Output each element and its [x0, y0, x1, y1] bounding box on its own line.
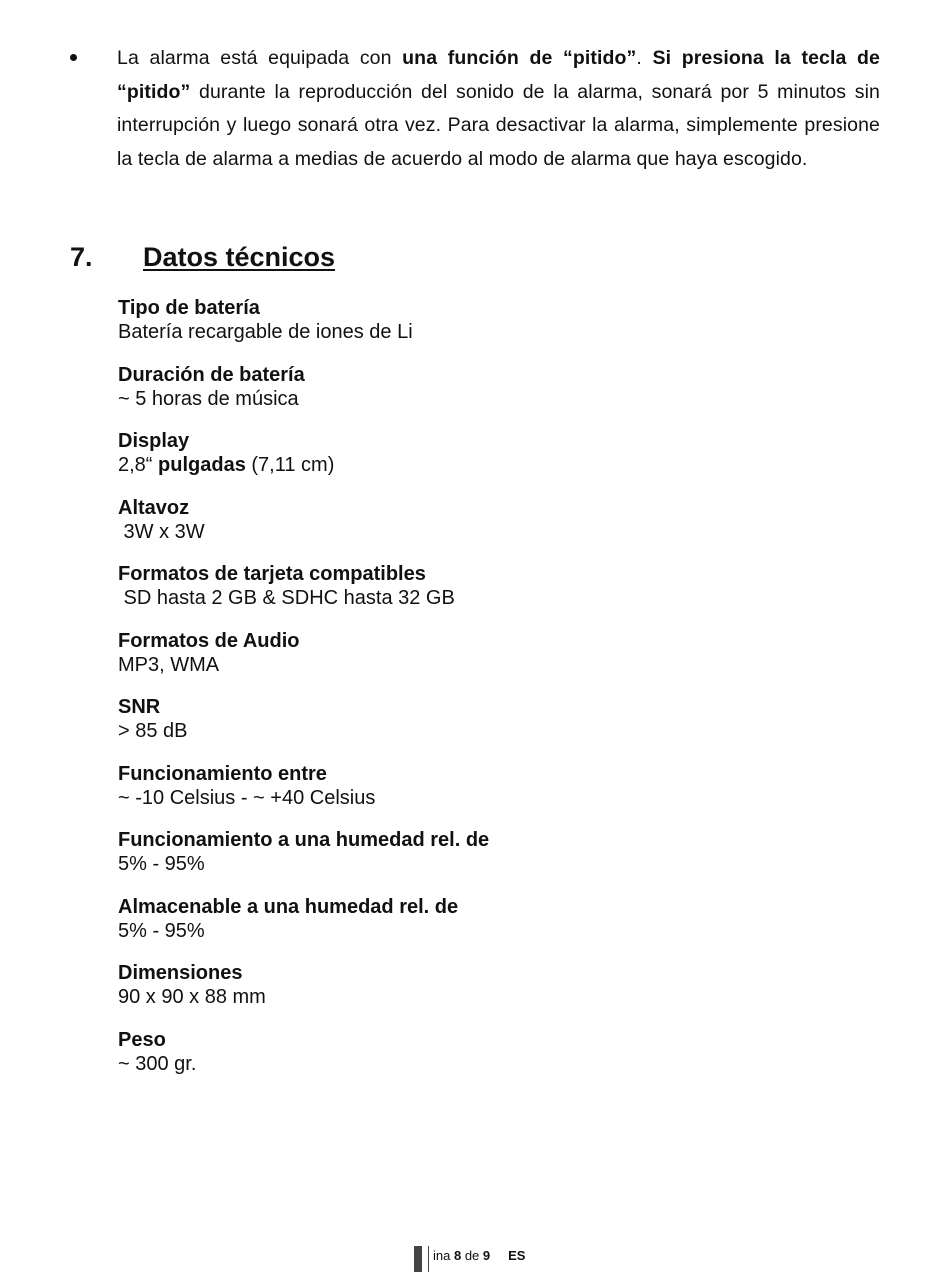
spec-label: Altavoz	[118, 496, 190, 519]
spec-operating-temp	[118, 762, 818, 829]
alarm-note-text	[117, 42, 880, 176]
page-separator: de	[461, 1248, 483, 1263]
spec-card-formats	[118, 562, 818, 629]
spec-value: Batería recargable de iones de Li	[118, 321, 413, 343]
spec-value: ~ 5 horas de música	[118, 387, 299, 410]
footer-divider	[428, 1246, 429, 1272]
spec-value: ~ 300 gr.	[118, 1052, 197, 1075]
spec-label: Peso	[118, 1028, 166, 1051]
spec-weight	[118, 1028, 818, 1095]
spec-label: Funcionamiento entre	[118, 762, 327, 785]
spec-dimensions	[118, 961, 818, 1028]
spec-value-pre: 2,8“	[118, 454, 159, 476]
alarm-note-emphasis1: una función de “pitido”	[402, 47, 637, 69]
spec-display	[118, 429, 818, 496]
spec-label: Tipo de batería	[118, 297, 260, 319]
spec-audio-formats	[118, 629, 818, 696]
spec-label: SNR	[118, 696, 161, 718]
spec-value: ~ -10 Celsius - ~ +40 Celsius	[118, 786, 376, 809]
alarm-note-bullet	[70, 42, 880, 176]
spec-speaker	[118, 496, 818, 563]
page-number	[433, 1246, 490, 1266]
spec-battery-type	[118, 296, 818, 363]
spec-label: Display	[118, 430, 190, 452]
section-title: Datos técnicos	[143, 242, 336, 272]
spec-label: Funcionamiento a una humedad rel. de	[118, 829, 490, 851]
alarm-note-emphasis2: Si presiona la tecla de “pitido”	[117, 47, 880, 103]
spec-label: Formatos de Audio	[118, 629, 300, 652]
spec-value	[118, 453, 818, 477]
spec-operating-humidity	[118, 828, 818, 895]
spec-value: 3W x 3W	[118, 520, 205, 543]
spec-value: 90 x 90 x 88 mm	[118, 986, 266, 1008]
page-total: 9	[482, 1248, 491, 1263]
spec-value-post: (7,11 cm)	[245, 454, 335, 476]
page-footer	[414, 1246, 525, 1274]
page-current: 8	[453, 1248, 462, 1263]
spec-value: 5% - 95%	[118, 853, 205, 875]
section-number: 7.	[70, 242, 93, 272]
alarm-note-part1: La alarma está equipada con	[117, 47, 403, 69]
spec-label: Almacenable a una humedad rel. de	[118, 895, 459, 918]
spec-value-unit: pulgadas	[158, 454, 246, 476]
spec-snr	[118, 695, 818, 762]
spec-value: 5% - 95%	[118, 919, 205, 942]
spec-battery-life	[118, 363, 818, 430]
spec-storage-humidity	[118, 895, 818, 962]
page-number-prefix: ina	[433, 1248, 454, 1263]
footer-bar-icon	[414, 1246, 422, 1272]
spec-label: Formatos de tarjeta compatibles	[118, 563, 426, 585]
section-heading	[70, 242, 335, 273]
spec-label: Dimensiones	[118, 962, 243, 984]
spec-label: Duración de batería	[118, 363, 305, 386]
alarm-note-part5: durante la reproducción del sonido de la alarma, sonará por 5 minutos sin interrupción y luego sonará otra vez. Para desactivar la alarma, simplemente presione la tecla de alarma a medias de acuerdo al modo de alarma que haya escogido.	[117, 80, 880, 170]
spec-list	[118, 296, 818, 1094]
language-code: ES	[508, 1248, 526, 1263]
bullet-icon	[70, 54, 77, 61]
spec-value: MP3, WMA	[118, 653, 220, 676]
alarm-note-part3: .	[636, 47, 653, 69]
spec-value: > 85 dB	[118, 720, 188, 742]
spec-value: SD hasta 2 GB & SDHC hasta 32 GB	[118, 587, 455, 609]
